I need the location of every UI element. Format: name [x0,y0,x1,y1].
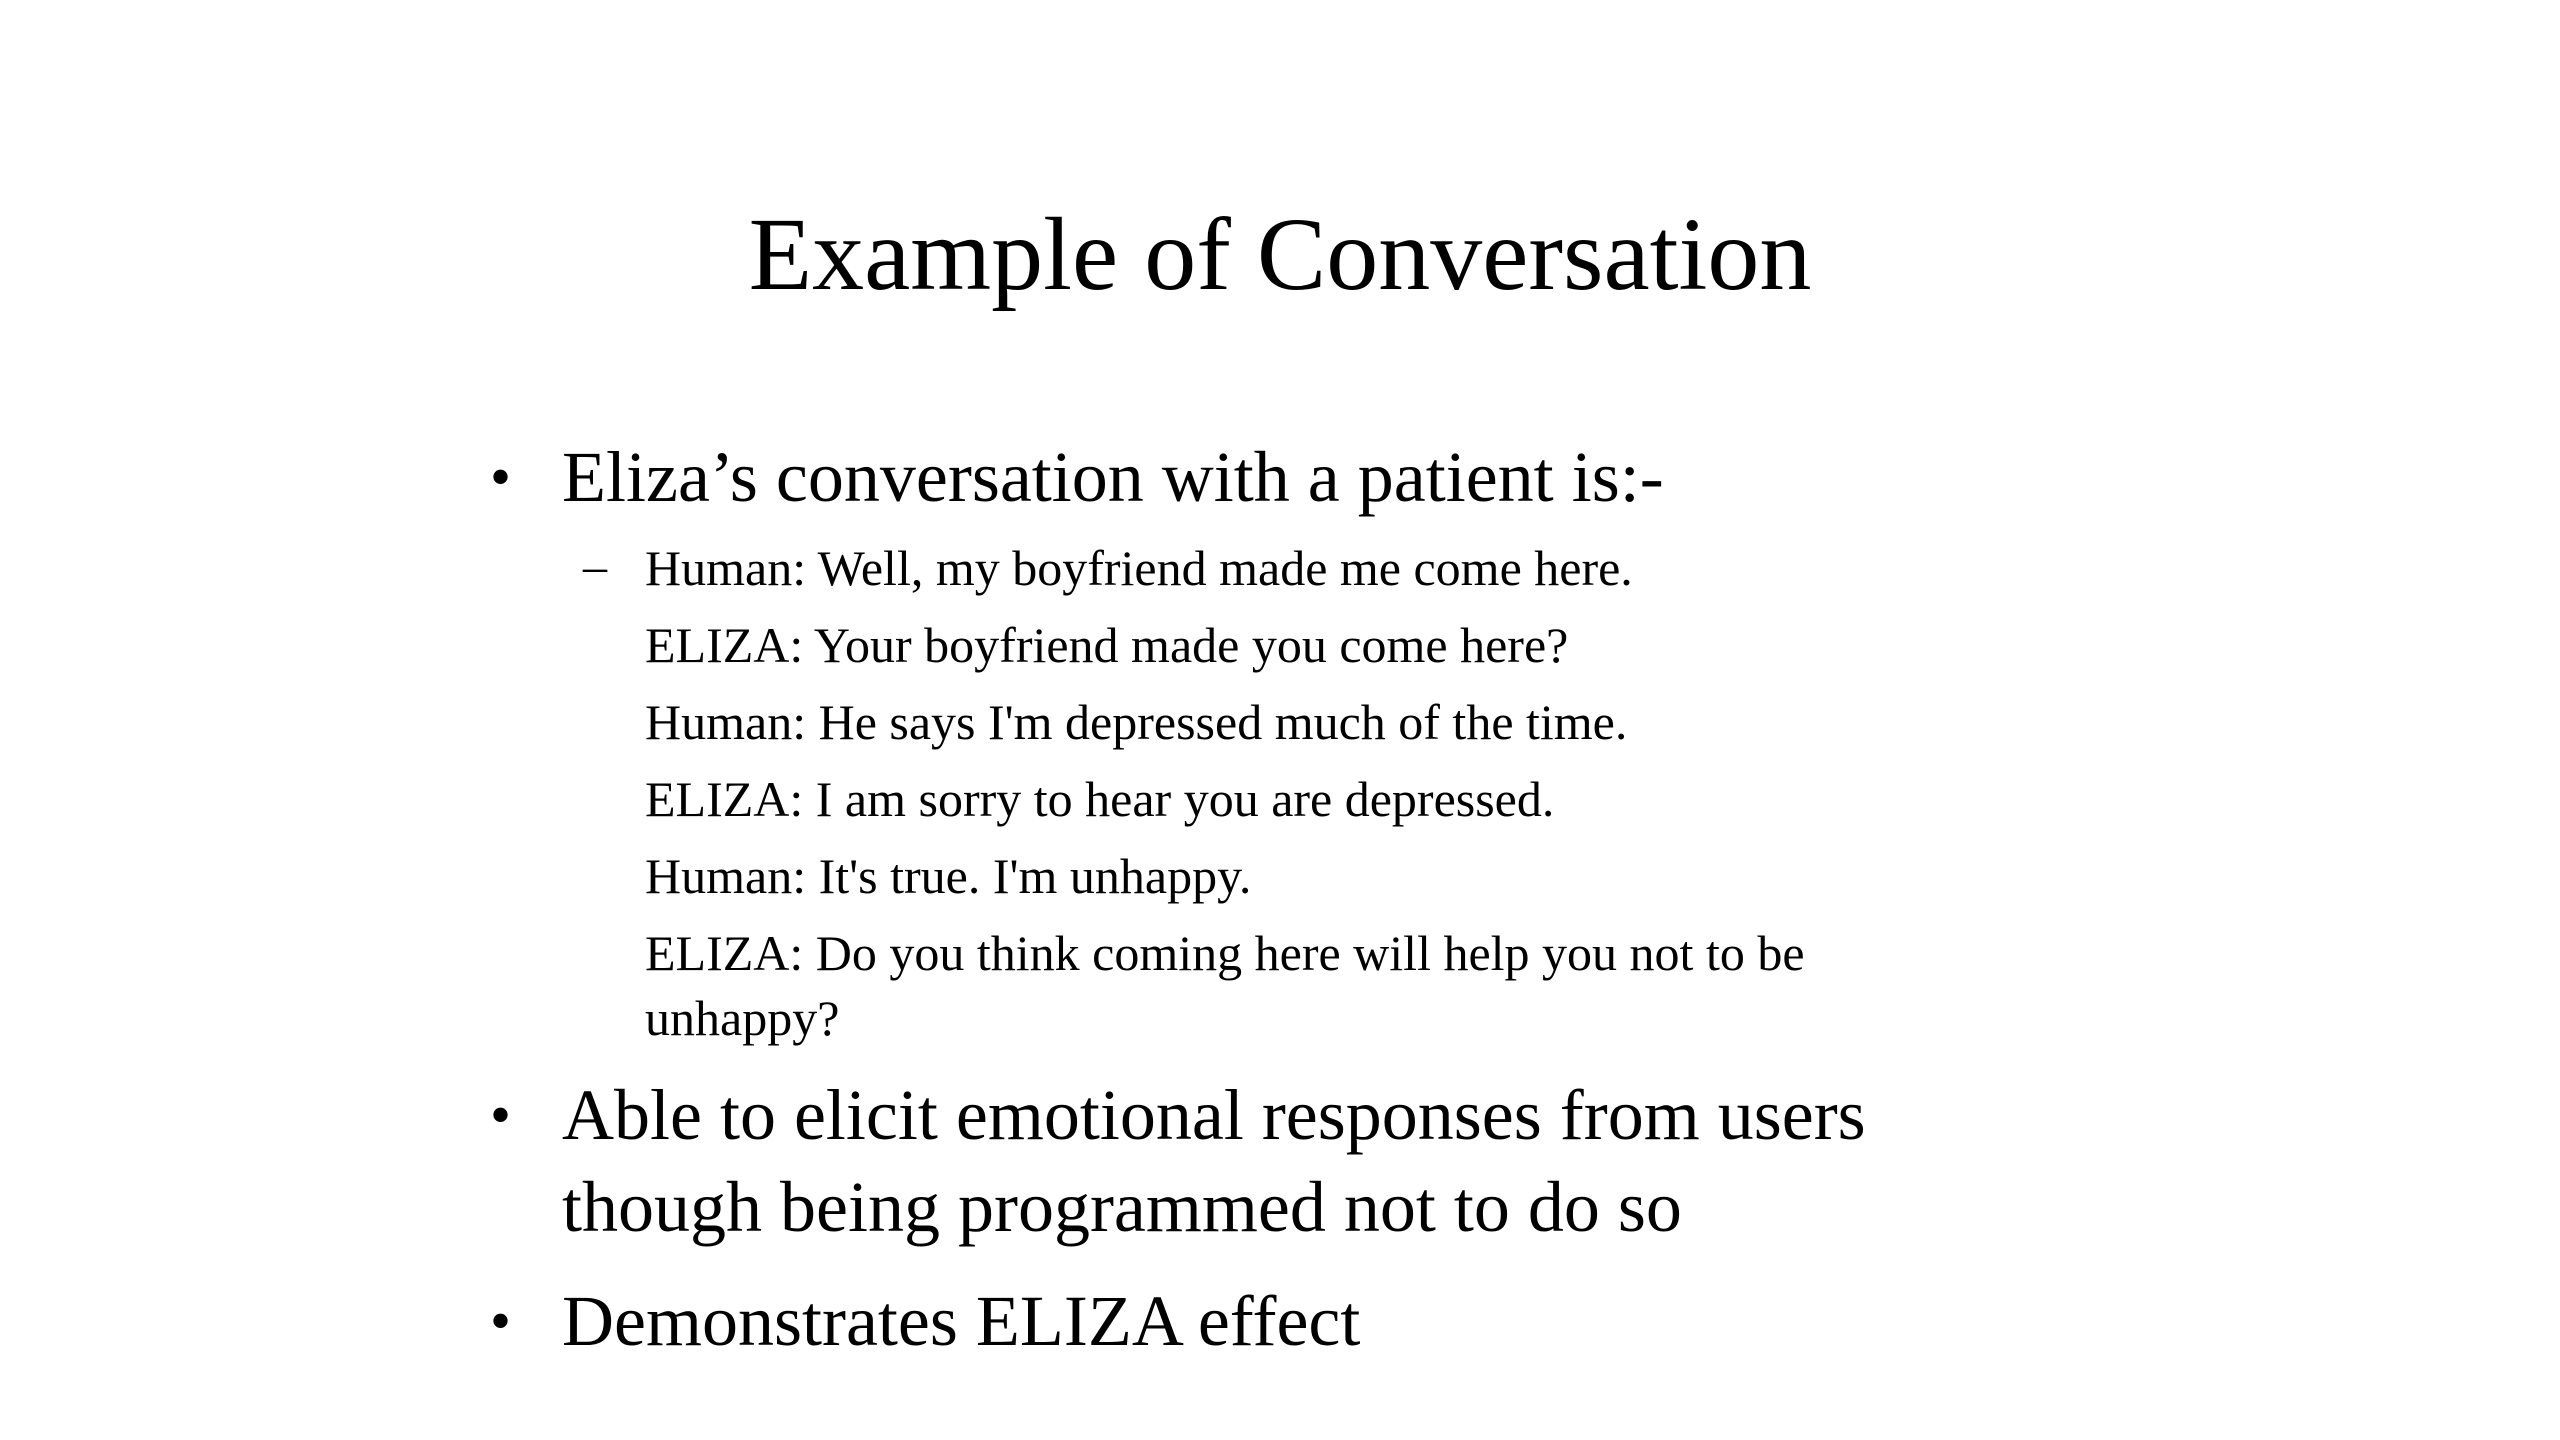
bullet-point-icon: • [490,1288,512,1354]
bullet-item-eliza-conversation [490,431,2090,523]
bullet-item-emotional-responses [490,1069,2090,1253]
conversation-line: ELIZA: Do you think coming here will help you not to be [645,925,1805,981]
conversation-line: Human: He says I'm depressed much of the time. [645,694,1628,750]
bullet-point-icon: • [490,1082,512,1148]
conversation-line-continuation: unhappy? [645,990,840,1046]
bullet-item-eliza-effect [490,1275,2090,1367]
bullet-point-icon: • [490,444,512,510]
bullet-text: Eliza’s conversation with a patient is:- [562,437,1664,517]
conversation-line: ELIZA: I am sorry to hear you are depressed. [645,771,1555,827]
bullet-text: Able to elicit emotional responses from users though being programmed not to do so [562,1075,1866,1247]
conversation-line: Human: It's true. I'm unhappy. [645,848,1252,904]
slide-title: Example of Conversation [748,197,1812,312]
sub-bullet-dash-icon: – [583,540,607,593]
conversation-line: ELIZA: Your boyfriend made you come here? [645,617,1569,673]
conversation-line: Human: Well, my boyfriend made me come here. [645,540,1633,596]
bullet-text: Demonstrates ELIZA effect [562,1281,1361,1361]
